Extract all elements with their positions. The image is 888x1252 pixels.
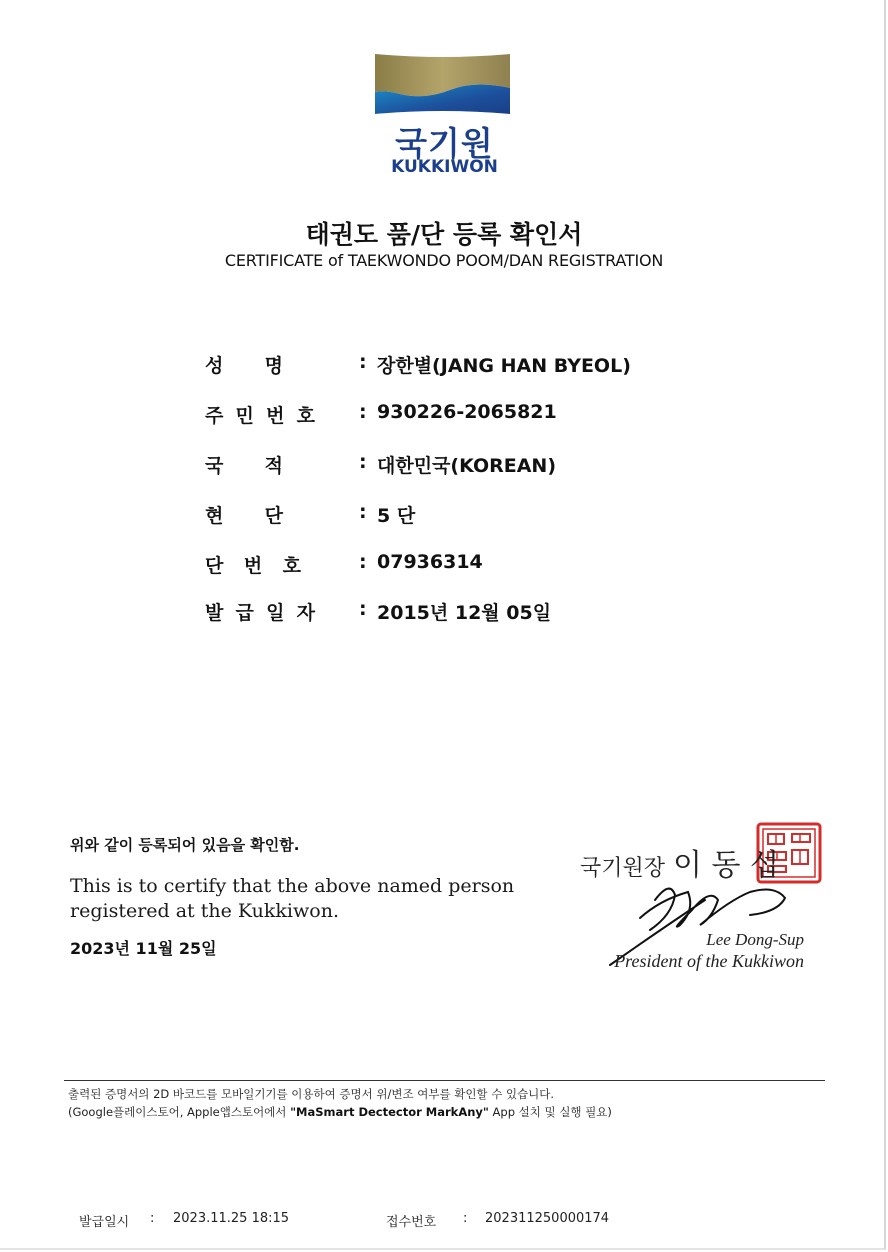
receipt-number-value: 202311250000174 [485, 1211, 610, 1226]
president-name-english: Lee Dong-Sup [706, 930, 804, 949]
certify-statement-korean: 위와 같이 등록되어 있음을 확인함. [70, 836, 300, 854]
field-label: 성 명 [205, 355, 283, 377]
field-value-current-dan: 5 단 [377, 505, 416, 527]
footer-colon: : [150, 1211, 155, 1226]
field-value-issue-date: 2015년 12월 05일 [377, 602, 552, 624]
document-title-korean: 태권도 품/단 등록 확인서 [305, 220, 583, 249]
receipt-number-label: 접수번호 [386, 1215, 437, 1230]
kukkiwon-logo-icon [370, 50, 515, 125]
field-label: 단 번 호 [205, 555, 301, 577]
logo-korean-name: 국기원 [395, 124, 494, 163]
president-name-korean: 이 동 섭 [673, 848, 780, 883]
president-title-korean: 국기원장 이 동 섭 [580, 848, 780, 883]
field-label: 현 단 [205, 505, 283, 527]
president-title-english: President of the Kukkiwon [614, 951, 804, 971]
field-value-resident-number: 930226-2065821 [377, 401, 557, 423]
field-label: 발 급 일 자 [205, 602, 315, 624]
field-label: 주 민 번 호 [205, 405, 315, 427]
field-value-nationality: 대한민국(KOREAN) [377, 455, 557, 477]
app-name: "MaSmart Dectector MarkAny" [290, 1105, 489, 1119]
field-value-dan-number: 07936314 [377, 551, 483, 573]
app-install-note: (Google플레이스토어, Apple앱스토어에서 "MaSmart Dectector MarkAny" App 설치 및 실행 필요) [68, 1105, 612, 1119]
certify-statement-english: This is to certify that the above named person registered at the Kukkiwon. [70, 875, 515, 922]
footer-colon: : [463, 1211, 468, 1226]
issue-datetime-value: 2023.11.25 18:15 [173, 1211, 290, 1226]
certify-date: 2023년 11월 25일 [70, 939, 217, 958]
field-label: 국 적 [205, 455, 283, 477]
logo-english-name: KUKKIWON [391, 157, 498, 177]
verification-note: 출력된 증명서의 2D 바코드를 모바일기기를 이용하여 증명서 위/변조 여부를 확인할 수 있습니다. [68, 1087, 555, 1101]
footer-divider [64, 1080, 825, 1081]
document-title-english: CERTIFICATE of TAEKWONDO POOM/DAN REGISTRATION [224, 251, 664, 270]
certificate-page: 국기원 KUKKIWON 태권도 품/단 등록 확인서 CERTIFICATE of TAEKWONDO POOM/DAN REGISTRATION 성 명 : 장한별(JANG HAN BYEOL) 주 민 번 호 : 930226-2065821 국 적 : 대한민국(KOREAN) 현 단 : 5 단 단 번 호 : 07936314 발 급 일 자 : 2015년 12월 05일 위와 같이 등록되어 있음을 확인함. This is to certify that the above named person registered at the Kukkiwon. 2023년 11월 25일 국기원장 이 동 섭 Lee Dong-Sup President of the Kukkiwon 출력된 증명서의 2D 바코드를 모바일기기를 이용하여 증명서 위/변조 여부를 확인할 수 있습니다. (Google플레이스토어, Apple앱스토어에서 "MaSmart Dectector MarkAny" App 설치 및 실행 필요) 발급일시 : 2023.11.25 18:15 접수번호 : 202311250000174 [0, 0, 886, 1250]
issue-datetime-label: 발급일시 [79, 1215, 130, 1230]
field-value-name: 장한별(JANG HAN BYEOL) [377, 355, 631, 377]
